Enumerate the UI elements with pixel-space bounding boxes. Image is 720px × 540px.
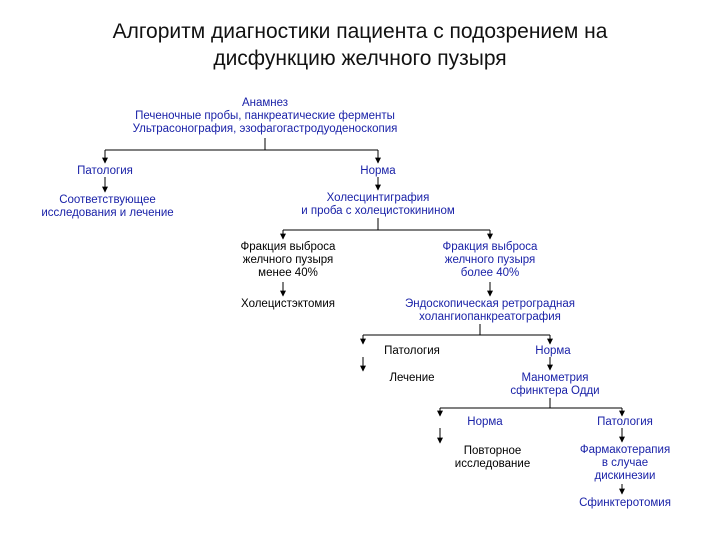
node-pathology-3-label: Патология [597, 416, 653, 428]
node-manometry [490, 372, 620, 398]
node-norm-1 [348, 165, 408, 178]
node-manometry-line1: Манометрия [521, 372, 589, 384]
node-sphincterotomy [555, 497, 695, 510]
node-treatment-1-line1: Соответствующее [59, 194, 156, 206]
node-pharmaco-line2: в случае [601, 457, 649, 469]
node-ef-high-line1: Фракция выброса [442, 241, 538, 253]
node-ef-low-line1: Фракция выброса [240, 241, 336, 253]
node-pharmaco-line3: дискинезии [594, 470, 656, 482]
node-norm-2 [523, 345, 583, 358]
node-cholecystectomy-label: Холецистэктомия [241, 298, 335, 310]
node-treatment-2 [372, 372, 452, 385]
node-sphincterotomy-label: Сфинктеротомия [579, 497, 671, 509]
node-norm-3 [455, 416, 515, 429]
title-line-2: дисфункцию желчного пузыря [213, 47, 507, 70]
node-pathology-1-label: Патология [77, 165, 133, 177]
node-ef-high-line3: более 40% [460, 267, 520, 279]
node-ef-low-line3: менее 40% [258, 267, 318, 279]
node-ef-low [228, 241, 348, 280]
node-pathology-2-label: Патология [384, 345, 440, 357]
node-repeat [435, 445, 550, 471]
node-pathology-2 [372, 345, 452, 358]
node-ercp [382, 298, 598, 324]
node-cholescintigraphy-line2: и проба с холецистокинином [301, 205, 455, 217]
node-anamnesis-line1: Анамнез [241, 97, 289, 109]
node-norm-1-label: Норма [360, 165, 396, 177]
title-line-1: Алгоритм диагностики пациента с подозрением на [112, 20, 608, 43]
node-anamnesis-line2: Печеночные пробы, панкреатические ферменты [135, 110, 395, 122]
node-anamnesis [80, 97, 450, 136]
node-treatment-1-line2: исследования и лечение [41, 207, 174, 219]
node-repeat-line2: исследование [454, 458, 531, 470]
node-cholescintigraphy [283, 192, 473, 218]
node-manometry-line2: сфинктера Одди [510, 385, 600, 397]
node-treatment-2-label: Лечение [389, 372, 435, 384]
node-norm-3-label: Норма [467, 416, 503, 428]
node-ercp-line1: Эндоскопическая ретроградная [404, 298, 576, 310]
node-treatment-1 [25, 194, 190, 220]
node-cholescintigraphy-line1: Холесцинтиграфия [326, 192, 430, 204]
node-ercp-line2: холангиопанкреатография [419, 311, 561, 323]
node-pathology-1 [65, 165, 145, 178]
node-ef-high-line2: желчного пузыря [444, 254, 536, 266]
node-ef-low-line2: желчного пузыря [242, 254, 334, 266]
node-anamnesis-line3: Ультрасонография, эзофагогастродуоденоскопия [132, 123, 398, 135]
node-pharmaco [560, 444, 690, 483]
node-ef-high [430, 241, 550, 280]
node-pathology-3 [585, 416, 665, 429]
node-cholecystectomy [233, 298, 343, 311]
node-repeat-line1: Повторное [463, 445, 522, 457]
node-pharmaco-line1: Фармакотерапия [579, 444, 671, 456]
node-norm-2-label: Норма [535, 345, 571, 357]
